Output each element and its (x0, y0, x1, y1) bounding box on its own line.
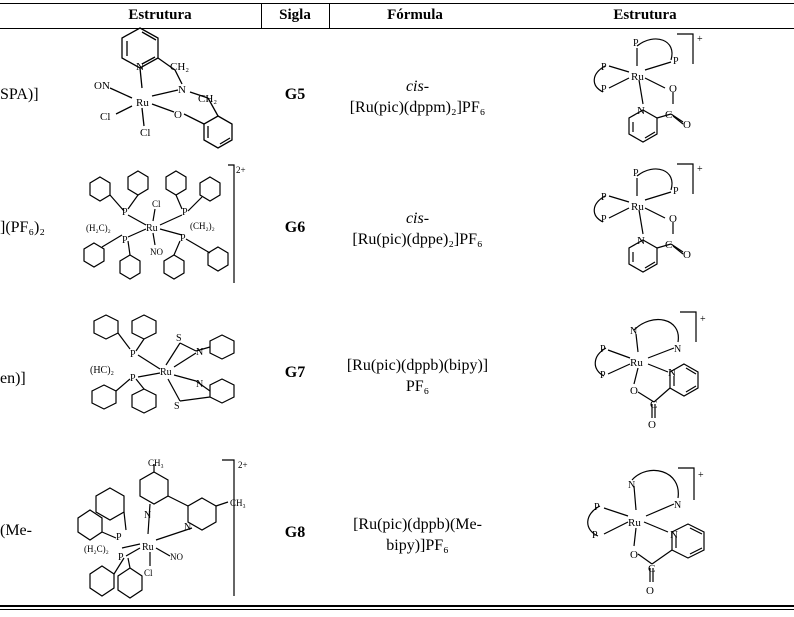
sigla-g7: G7 (284, 364, 306, 381)
atom-label: P (601, 214, 607, 225)
header-sigla: Sigla (279, 7, 311, 23)
formula-line: [Ru(pic)(dppb)(Me- (353, 516, 482, 533)
atom-label: O (683, 249, 691, 261)
atom-label: P (122, 207, 128, 218)
atom-label: P (601, 84, 607, 95)
atom-label: Ru (631, 201, 644, 213)
structure-left-2 (72, 163, 262, 283)
formula-line: [Ru(pic)(dppb)(bipy)] (346, 357, 489, 374)
atom-label: N (136, 61, 144, 73)
formula-line: cis- (405, 210, 430, 227)
atom-label: C (665, 239, 673, 251)
atom-label: NO (150, 247, 163, 257)
formula-line: [Ru(pic)(dppe)₂]PF₆ (352, 231, 483, 248)
left-formula-text: en)] (0, 370, 26, 387)
atom-label: P (118, 552, 124, 563)
left-formula-text: (Me- (0, 522, 32, 539)
atom-label: P (592, 530, 598, 541)
structure-g5 (585, 30, 720, 155)
charge-label: 2+ (238, 460, 248, 470)
atom-label: P (182, 207, 188, 218)
atom-label: N (630, 326, 638, 337)
atom-label: P (673, 56, 679, 67)
atom-label: N (144, 510, 152, 521)
atom-label: Ru (146, 223, 158, 234)
structure-left-4 (72, 456, 267, 606)
charge-label: 2+ (236, 165, 246, 175)
atom-label: N (178, 84, 186, 96)
structure-g6 (585, 160, 720, 285)
charge-label: + (698, 470, 704, 481)
atom-label: (CH₂)₂ (190, 221, 215, 231)
atom-label: N (196, 379, 204, 390)
formula-g5 (330, 76, 505, 118)
atom-label: O (683, 119, 691, 131)
atom-label: O (648, 419, 656, 431)
atom-label: CH₂ (198, 93, 218, 105)
charge-label: + (697, 164, 703, 175)
atom-label: NO (170, 552, 183, 562)
atom-label: (H₂C)₂ (84, 544, 109, 554)
formula-g7 (330, 355, 505, 397)
structure-left-3 (90, 305, 250, 415)
atom-label: CH₂ (170, 61, 190, 73)
atom-label: CH₃ (230, 498, 246, 508)
atom-label: Ru (142, 542, 154, 553)
atom-label: Cl (100, 111, 111, 123)
atom-label: Ru (136, 97, 149, 109)
atom-label: S (174, 401, 180, 412)
atom-label: Ru (628, 517, 641, 529)
atom-label: Cl (152, 199, 161, 209)
left-formula-text: SPA)] (0, 86, 39, 103)
atom-label: N (637, 235, 645, 247)
atom-label: C (648, 563, 656, 575)
charge-label: + (700, 314, 706, 325)
atom-label: ON (94, 80, 110, 92)
left-formula-text: ](PF₆)₂ (0, 219, 45, 236)
atom-label: N (668, 367, 676, 379)
formula-line: cis- (405, 78, 430, 95)
atom-label: N (674, 500, 682, 511)
structure-g7 (588, 308, 728, 433)
atom-label: (HC)₂ (90, 365, 115, 376)
atom-label: Cl (144, 568, 153, 578)
atom-label: P (594, 502, 600, 513)
bottom-rule (0, 609, 794, 610)
formula-line: [Ru(pic)(dppm)₂]PF₆ (349, 99, 486, 116)
atom-label: P (130, 349, 136, 360)
atom-label: P (130, 373, 136, 384)
atom-label: N (637, 105, 645, 117)
atom-label: O (630, 549, 638, 561)
atom-label: P (600, 370, 606, 381)
atom-label: P (116, 532, 122, 543)
atom-label: Ru (630, 357, 643, 369)
header-estrutura-right: Estrutura (613, 7, 677, 23)
atom-label: N (628, 480, 636, 491)
atom-label: N (196, 347, 204, 358)
atom-label: Ru (160, 367, 172, 378)
formula-line: PF₆ (405, 378, 430, 395)
atom-label: C (650, 399, 658, 411)
header-formula: Fórmula (387, 7, 443, 23)
sigla-g6: G6 (284, 219, 306, 236)
atom-label: P (633, 38, 639, 49)
structure-left-1 (80, 26, 250, 156)
atom-label: O (174, 109, 182, 121)
formula-g6 (330, 208, 505, 250)
atom-label: O (669, 213, 677, 225)
atom-label: CH₃ (148, 458, 164, 468)
atom-label: P (601, 192, 607, 203)
header-estrutura-left: Estrutura (128, 7, 192, 23)
charge-label: + (697, 34, 703, 45)
atom-label: O (630, 385, 638, 397)
top-rule (0, 3, 794, 4)
sigla-g8: G8 (284, 524, 306, 541)
atom-label: Ru (631, 71, 644, 83)
atom-label: C (665, 109, 673, 121)
atom-label: P (673, 186, 679, 197)
structure-g8 (578, 458, 728, 603)
sigla-g5: G5 (284, 86, 306, 103)
atom-label: O (646, 585, 654, 597)
atom-label: P (601, 62, 607, 73)
atom-label: N (184, 522, 192, 533)
atom-label: P (600, 344, 606, 355)
bottom-rule (0, 605, 794, 607)
atom-label: P (122, 235, 128, 246)
formula-g8 (330, 514, 505, 556)
atom-label: P (180, 233, 186, 244)
atom-label: (H₂C)₂ (86, 223, 111, 233)
atom-label: P (633, 168, 639, 179)
atom-label: O (669, 83, 677, 95)
atom-label: N (674, 344, 682, 355)
atom-label: S (176, 333, 182, 344)
formula-line: bipy)]PF₆ (386, 537, 449, 554)
atom-label: N (670, 529, 678, 541)
atom-label: Cl (140, 127, 151, 139)
